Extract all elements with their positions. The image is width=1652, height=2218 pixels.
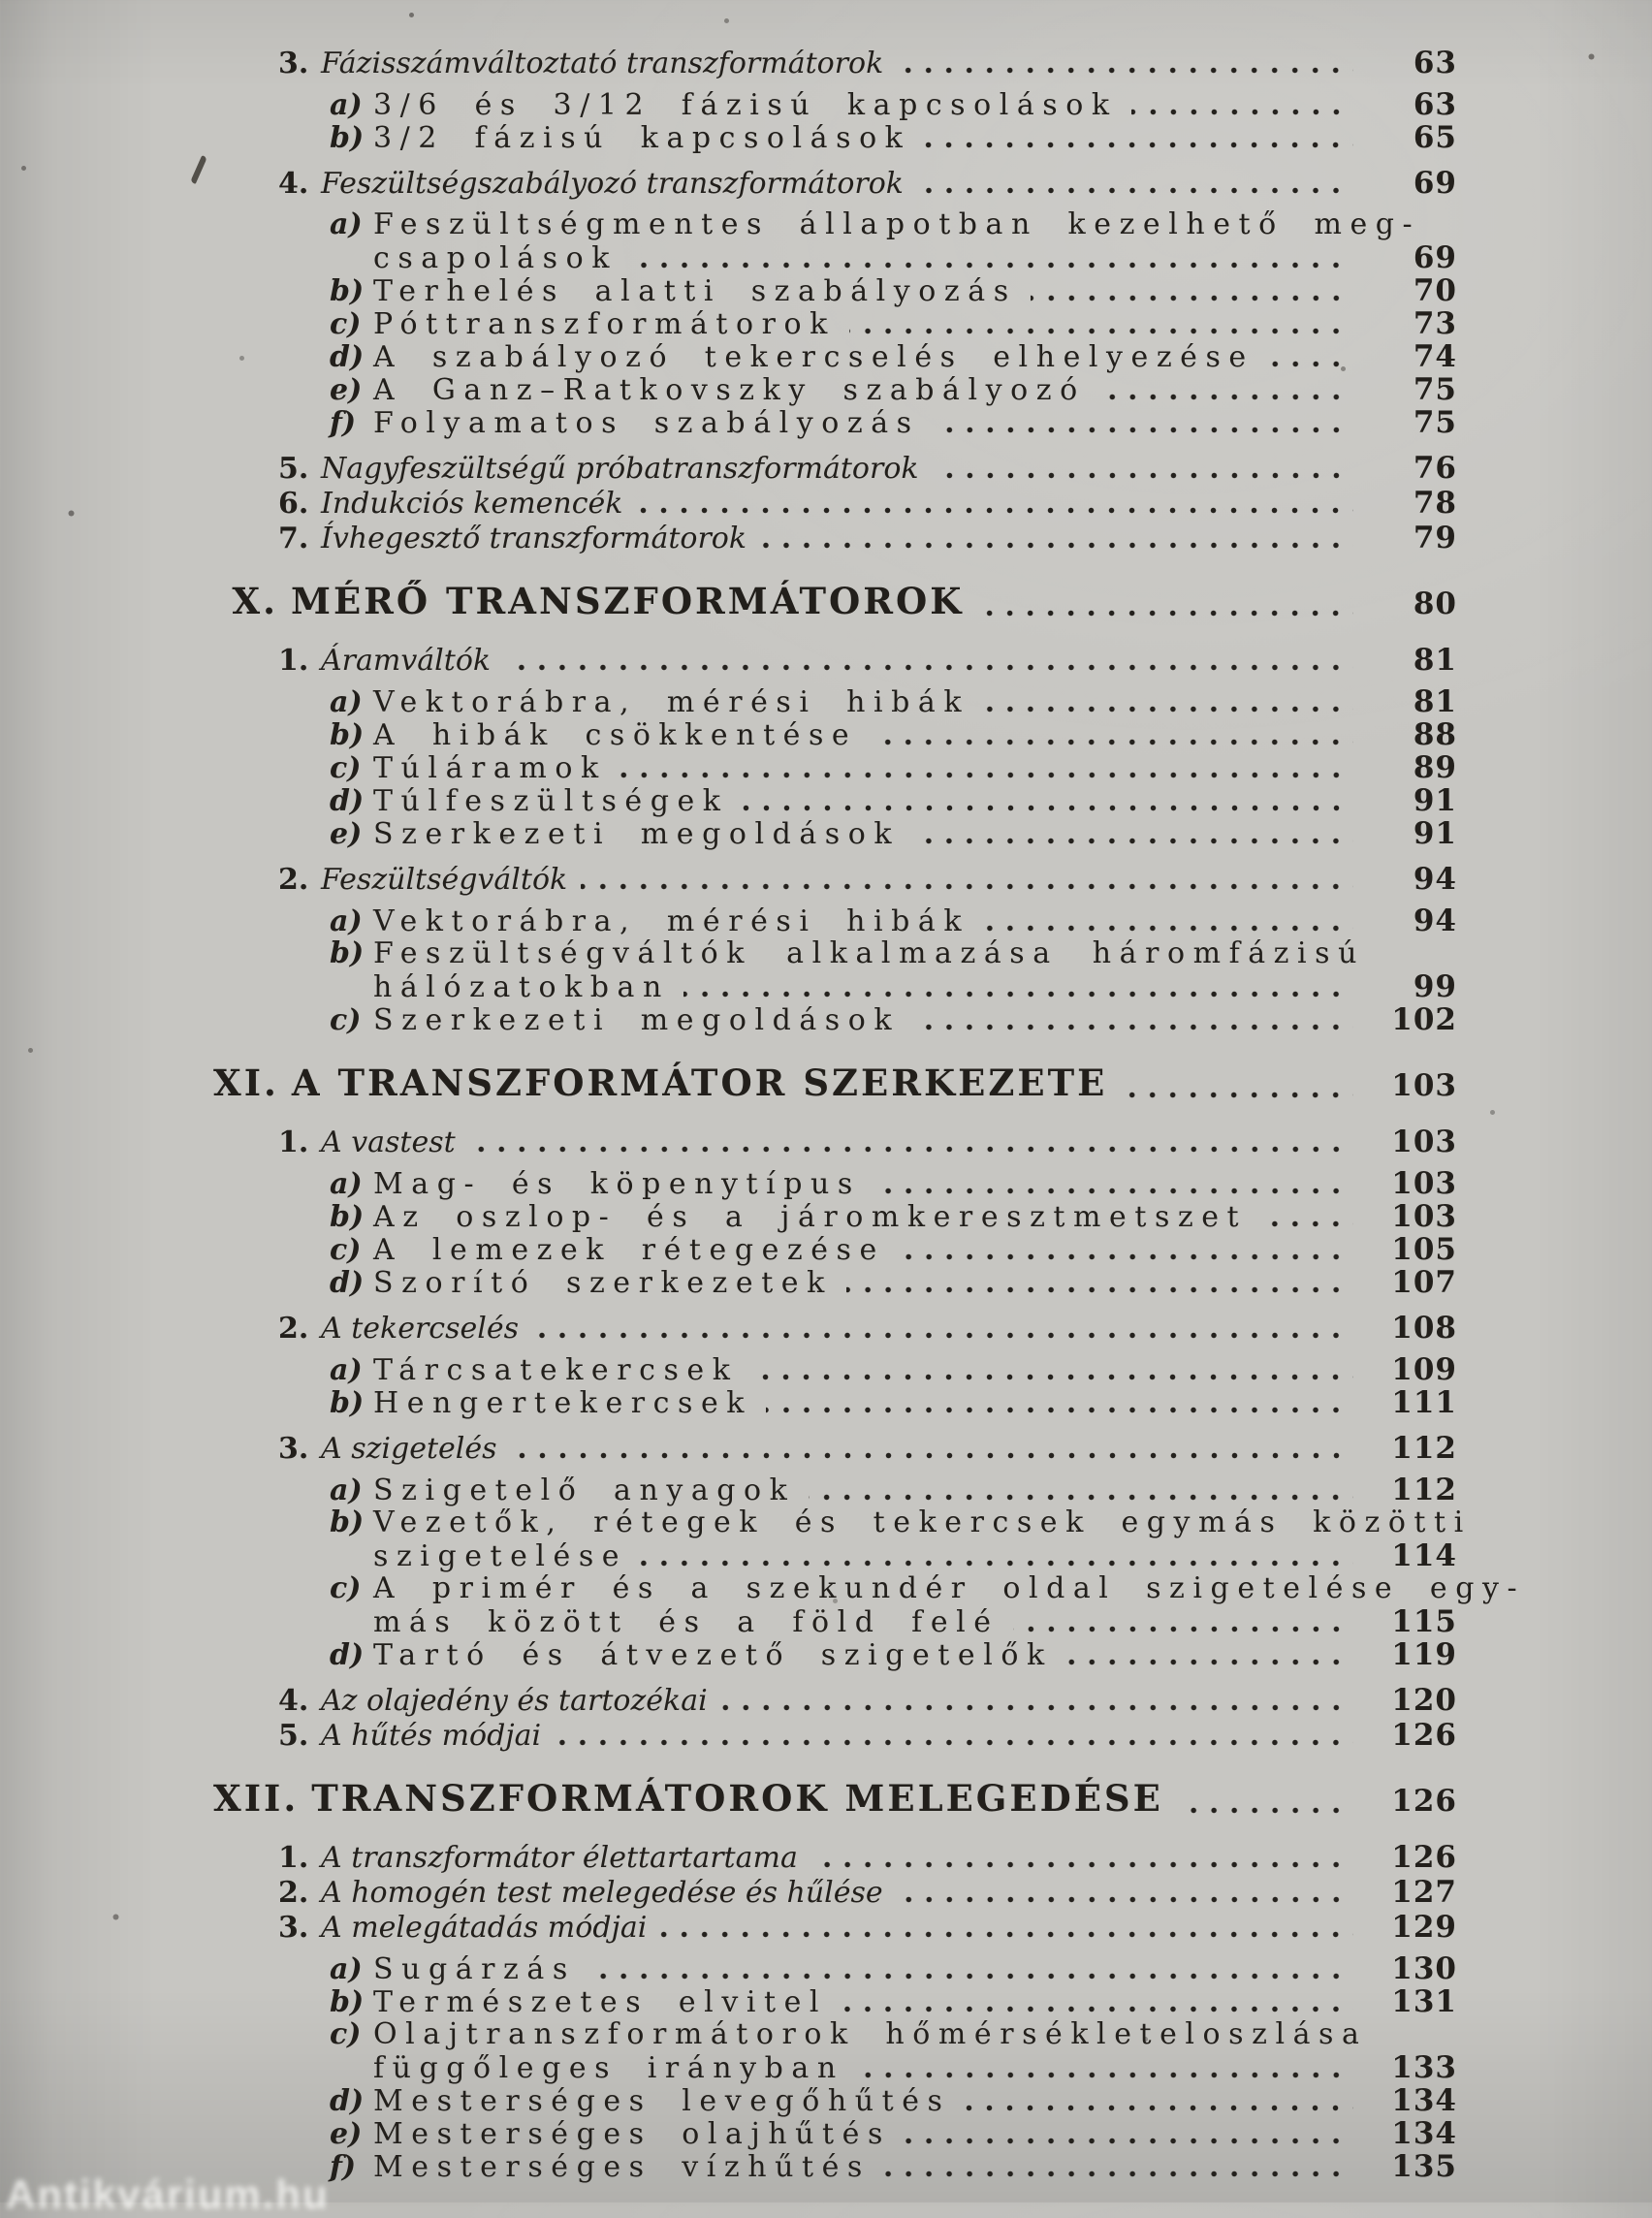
dot-leader [683, 991, 1353, 998]
toc-sub-entry-continuation [0, 241, 1652, 274]
toc-item [0, 1312, 1652, 1419]
toc-item [0, 167, 1652, 439]
entry-label: a) [330, 904, 363, 938]
toc-sub-entry [0, 307, 1652, 340]
page-number: 63 [1413, 87, 1457, 122]
dot-leader [1099, 394, 1353, 400]
dot-leader [1031, 295, 1353, 301]
page-number: 119 [1391, 1637, 1457, 1672]
dot-leader [511, 1452, 1353, 1459]
toc-item-heading [0, 487, 1652, 520]
dot-leader [751, 1374, 1353, 1380]
entry-title: A Ganz–Ratkovszky szabályozó [373, 373, 1086, 407]
toc-sub-entry [0, 937, 1652, 970]
entry-title: csapolások [373, 241, 618, 275]
toc-item [0, 1684, 1652, 1717]
page-number: 134 [1391, 2116, 1457, 2151]
dot-leader [631, 262, 1353, 269]
entry-title: Szigetelő anyagok [373, 1473, 796, 1507]
dot-leader [766, 1407, 1353, 1413]
entry-label: 2. [278, 863, 309, 897]
entry-label: 1. [278, 1841, 309, 1875]
entry-label: f) [330, 406, 357, 440]
entry-title: Mesterséges levegőhűtés [373, 2084, 951, 2118]
entry-label: d) [330, 784, 365, 818]
toc-item-heading [0, 1911, 1652, 1944]
toc-sub-entry [0, 1353, 1652, 1386]
page-number: 79 [1413, 521, 1457, 555]
dot-leader [589, 1973, 1353, 1980]
entry-title: Mesterséges vízhűtés [373, 2150, 871, 2184]
entry-label: e) [330, 2117, 363, 2151]
entry-label: b) [330, 1386, 365, 1420]
toc-sub-entry [0, 2084, 1652, 2117]
entry-title: Ívhegesztő transzformátorok [321, 522, 747, 555]
toc-sub-entry [0, 2117, 1652, 2150]
toc-sub-entry-continuation [0, 970, 1652, 1003]
entry-title: 3/6 és 3/12 fázisú kapcsolások [373, 88, 1118, 122]
toc-chapter-heading [0, 1777, 1652, 1820]
dot-leader [809, 1494, 1353, 1501]
entry-label: b) [330, 1200, 365, 1234]
dot-leader [913, 1024, 1353, 1030]
dot-leader [983, 925, 1353, 932]
toc-item-heading [0, 1876, 1652, 1909]
entry-title: A melegátadás módjai [321, 1911, 648, 1945]
dot-leader [871, 739, 1353, 745]
toc-item-heading [0, 1312, 1652, 1345]
entry-title: Folyamatos szabályozás [373, 406, 920, 440]
toc-sub-group [0, 88, 1652, 154]
entry-label: b) [330, 121, 365, 155]
dot-leader [1066, 1659, 1353, 1665]
dot-leader [897, 1896, 1353, 1903]
toc-sub-entry [0, 817, 1652, 850]
toc-sub-entry [0, 1266, 1652, 1299]
dot-leader [933, 472, 1353, 479]
entry-title: Túlfeszültségek [373, 784, 729, 818]
page-number: 75 [1413, 372, 1457, 407]
toc-item-heading [0, 1719, 1652, 1752]
page-number: 91 [1413, 816, 1457, 851]
dot-leader [1013, 1626, 1353, 1632]
toc-chapter-heading [0, 1061, 1652, 1104]
entry-label: c) [330, 1233, 362, 1267]
entry-label: a) [330, 1952, 363, 1986]
toc-sub-entry [0, 1952, 1652, 1985]
toc-sub-entry [0, 1473, 1652, 1506]
entry-title: Szerkezeti megoldások [373, 1003, 901, 1037]
entry-title: Terhelés alatti szabályozás [373, 274, 1017, 308]
page-number: 94 [1413, 903, 1457, 938]
page-number: 69 [1413, 166, 1457, 201]
dot-leader [841, 2006, 1353, 2012]
entry-title: A lemezek rétegezése [373, 1233, 885, 1267]
entry-label: d) [330, 1266, 365, 1300]
dot-leader [899, 1253, 1353, 1260]
page-number: 69 [1413, 240, 1457, 275]
watermark: Antikvárium.hu [6, 2171, 330, 2217]
dot-leader [660, 1931, 1353, 1938]
entry-label: 6. [278, 487, 309, 521]
entry-title: Vektorábra, mérési hibák [373, 685, 970, 719]
page-number: 105 [1391, 1232, 1457, 1267]
entry-title: hálózatokban [373, 970, 670, 1004]
entry-label: c) [330, 1003, 362, 1037]
toc-item-heading [0, 452, 1652, 485]
entry-title: Vezetők, rétegek és tekercsek egymás közötti [373, 1505, 1472, 1539]
entry-label: X. [232, 580, 278, 622]
entry-label: 1. [278, 1125, 309, 1159]
page-number: 94 [1413, 862, 1457, 897]
dot-leader [743, 805, 1354, 811]
entry-title: Póttranszformátorok [373, 307, 836, 341]
page-number: 127 [1391, 1875, 1457, 1910]
entry-title: Túláramok [373, 751, 607, 785]
entry-label: c) [330, 751, 362, 785]
page-number: 108 [1391, 1311, 1457, 1346]
page-number: 111 [1391, 1385, 1457, 1420]
entry-label: c) [330, 1571, 362, 1605]
dot-leader [905, 2138, 1353, 2144]
toc-item [0, 1911, 1652, 2183]
toc-sub-group [0, 208, 1652, 439]
entry-label: 3. [278, 47, 309, 80]
entry-label: XII. [213, 1777, 300, 1820]
toc-item-heading [0, 1684, 1652, 1717]
page-number: 89 [1413, 750, 1457, 785]
entry-label: e) [330, 817, 363, 851]
page-number: 103 [1391, 1125, 1457, 1159]
page-number: 126 [1391, 1718, 1457, 1753]
entry-label: a) [330, 1473, 363, 1507]
entry-title: Mesterséges olajhűtés [373, 2117, 891, 2151]
entry-title: Mag- és köpenytípus [373, 1167, 861, 1201]
entry-title: Természetes elvitel [373, 1985, 828, 2019]
toc-item-heading [0, 644, 1652, 677]
toc-chapter [0, 580, 1652, 1036]
toc-sub-group [0, 1353, 1652, 1419]
toc-item-heading [0, 522, 1652, 554]
entry-label: c) [330, 307, 362, 341]
entry-label: 4. [278, 1684, 309, 1718]
toc-item-heading [0, 1125, 1652, 1158]
entry-title: Nagyfeszültségű próbatranszformátorok [321, 452, 919, 486]
page-number: 103 [1391, 1068, 1457, 1103]
toc-sub-entry [0, 406, 1652, 439]
entry-title: Olajtranszformátorok hőmérsékleteloszlása [373, 2017, 1368, 2051]
dot-leader [811, 1861, 1353, 1868]
entry-label: c) [330, 2017, 362, 2051]
entry-label: a) [330, 88, 363, 122]
toc-item [0, 452, 1652, 485]
toc-sub-entry [0, 1167, 1652, 1200]
entry-label: 5. [278, 1719, 309, 1753]
dot-leader [641, 1560, 1353, 1567]
toc-sub-entry [0, 1386, 1652, 1419]
toc-sub-group [0, 1473, 1652, 1671]
toc-item [0, 1125, 1652, 1299]
page-number: 70 [1413, 273, 1457, 308]
toc-item-heading [0, 1432, 1652, 1465]
page-number: 112 [1391, 1473, 1457, 1507]
page-number: 65 [1413, 120, 1457, 155]
entry-label: a) [330, 685, 363, 719]
toc-sub-entry [0, 784, 1652, 817]
entry-title: A szigetelés [321, 1432, 497, 1466]
entry-title: A vastest [321, 1125, 456, 1159]
dot-leader [924, 142, 1353, 148]
page-number: 109 [1391, 1352, 1457, 1387]
entry-label: 1. [278, 644, 309, 678]
toc-sub-group [0, 1952, 1652, 2183]
entry-label: 3. [278, 1911, 309, 1945]
entry-title: Feszültségszabályozó transzformátorok [321, 167, 904, 201]
toc-item-heading [0, 1841, 1652, 1874]
entry-title: Az olajedény és tartozékai [321, 1684, 708, 1718]
page-number: 129 [1391, 1910, 1457, 1945]
toc-item [0, 863, 1652, 1036]
entry-title: A primér és a szekundér oldal szigetelése egy- [373, 1571, 1526, 1605]
toc-sub-entry-continuation [0, 1605, 1652, 1638]
page-number: 102 [1391, 1002, 1457, 1037]
entry-label: XI. [213, 1061, 279, 1104]
entry-label: f) [330, 2150, 357, 2184]
entry-title: más között és a föld felé [373, 1605, 1000, 1639]
dot-leader [1177, 1807, 1353, 1814]
entry-label: b) [330, 1505, 365, 1539]
page-number: 81 [1413, 643, 1457, 678]
entry-title: A tekercselés [321, 1312, 519, 1346]
toc-sub-entry [0, 751, 1652, 784]
toc-item [0, 1841, 1652, 1874]
toc-sub-entry [0, 1233, 1652, 1266]
entry-label: 2. [278, 1876, 309, 1910]
entry-title: A homogén test melegedése és hűlése [321, 1876, 883, 1910]
entry-title: Vektorábra, mérési hibák [373, 904, 970, 938]
page-number: 120 [1391, 1683, 1457, 1718]
page-number: 133 [1391, 2050, 1457, 2085]
toc-item [0, 522, 1652, 554]
page-number: 126 [1391, 1784, 1457, 1819]
entry-title: A transzformátor élettartartama [321, 1841, 798, 1875]
entry-title: Az oszlop- és a járomkeresztmetszet [373, 1200, 1248, 1234]
toc-sub-entry [0, 274, 1652, 307]
page-number: 81 [1413, 684, 1457, 719]
entry-label: 2. [278, 1312, 309, 1346]
dot-leader [897, 67, 1353, 74]
page-number: 78 [1413, 486, 1457, 521]
entry-title: 3/2 fázisú kapcsolások [373, 121, 911, 155]
entry-title: Szorító szerkezetek [373, 1266, 833, 1300]
entry-title: TRANSZFORMÁTOROK MELEGEDÉSE [311, 1777, 1163, 1820]
entry-title: függőleges irányban [373, 2051, 844, 2085]
dot-leader [636, 507, 1353, 514]
toc-sub-entry [0, 1003, 1652, 1036]
toc-item [0, 1719, 1652, 1752]
page-number: 130 [1391, 1951, 1457, 1986]
dot-leader [917, 187, 1353, 194]
toc-sub-entry-continuation [0, 1539, 1652, 1572]
page-number: 88 [1413, 717, 1457, 752]
entry-label: 3. [278, 1432, 309, 1466]
dot-leader [1268, 361, 1353, 367]
toc-sub-entry [0, 1638, 1652, 1671]
toc-item [0, 1432, 1652, 1671]
entry-title: Fázisszámváltoztató transzformátorok [321, 47, 884, 80]
entry-label: d) [330, 340, 365, 374]
entry-title: A TRANSZFORMÁTOR SZERKEZETE [291, 1061, 1108, 1104]
toc-item [0, 487, 1652, 520]
entry-label: a) [330, 1167, 363, 1201]
dot-leader [983, 706, 1353, 713]
page-number: 135 [1391, 2149, 1457, 2184]
dot-leader [858, 2072, 1353, 2078]
page-number: 99 [1413, 969, 1457, 1004]
toc-sub-entry [0, 208, 1652, 241]
dot-leader [620, 772, 1353, 778]
entry-title: Hengertekercsek [373, 1386, 752, 1420]
toc-sub-entry [0, 2018, 1652, 2051]
entry-title: MÉRŐ TRANSZFORMÁTOROK [291, 580, 965, 622]
toc-sub-entry [0, 718, 1652, 751]
dot-leader [913, 838, 1353, 844]
dot-leader [934, 427, 1353, 433]
entry-title: Áramváltók [321, 644, 492, 678]
entry-title: Feszültségváltók [321, 863, 568, 897]
entry-title: A hűtés módjai [321, 1719, 542, 1753]
dot-leader [760, 542, 1353, 549]
entry-label: a) [330, 1353, 363, 1387]
dot-leader [581, 883, 1353, 890]
dot-leader [964, 2105, 1353, 2111]
entry-title: Feszültségmentes állapotban kezelhető meg- [373, 207, 1421, 241]
toc-chapter [0, 1061, 1652, 1752]
page-number: 73 [1413, 306, 1457, 341]
dot-leader [555, 1739, 1353, 1746]
toc-sub-entry [0, 1572, 1652, 1605]
toc-sub-entry [0, 88, 1652, 121]
page-number: 80 [1413, 586, 1457, 621]
toc-item-heading [0, 47, 1652, 79]
entry-label: d) [330, 1638, 365, 1672]
page-number: 74 [1413, 339, 1457, 374]
page-number: 103 [1391, 1166, 1457, 1201]
toc-sub-entry [0, 685, 1652, 718]
entry-title: Tartó és átvezető szigetelők [373, 1638, 1053, 1672]
page-number: 112 [1391, 1431, 1457, 1466]
page-number: 115 [1391, 1604, 1457, 1639]
toc-item-heading [0, 863, 1652, 896]
entry-label: 7. [278, 522, 309, 555]
dot-leader [1131, 109, 1353, 115]
dot-leader [874, 1188, 1353, 1194]
toc-sub-group [0, 1167, 1652, 1299]
entry-label: a) [330, 207, 363, 241]
dot-leader [1121, 1092, 1353, 1098]
entry-label: e) [330, 373, 363, 407]
toc-item-group [0, 47, 1652, 554]
toc-sub-entry [0, 373, 1652, 406]
toc-sub-entry [0, 121, 1652, 154]
page-number: 75 [1413, 405, 1457, 440]
entry-label: 5. [278, 452, 309, 486]
page-number: 126 [1391, 1840, 1457, 1875]
toc-sub-entry [0, 1200, 1652, 1233]
entry-label: b) [330, 1985, 365, 2019]
toc-sub-entry [0, 340, 1652, 373]
page-number: 134 [1391, 2083, 1457, 2118]
toc-sub-entry [0, 1985, 1652, 2018]
toc-item [0, 644, 1652, 850]
dot-leader [469, 1146, 1353, 1153]
page-number: 131 [1391, 1984, 1457, 2019]
toc-chapter-heading [0, 580, 1652, 622]
entry-title: Feszültségváltók alkalmazása háromfázisú [373, 936, 1365, 970]
toc-item-heading [0, 167, 1652, 200]
toc-sub-group [0, 685, 1652, 850]
dot-leader [849, 328, 1353, 334]
dot-leader [977, 610, 1353, 617]
toc-sub-entry-continuation [0, 2051, 1652, 2084]
toc-item [0, 47, 1652, 154]
entry-title: szigetelése [373, 1539, 628, 1573]
toc-sub-group [0, 904, 1652, 1036]
toc-chapter [0, 1777, 1652, 2183]
page-number: 63 [1413, 46, 1457, 80]
toc-item [0, 1876, 1652, 1909]
entry-title: Sugárzás [373, 1952, 576, 1986]
dot-leader [846, 1286, 1353, 1293]
toc-sub-entry [0, 1506, 1652, 1539]
entry-title: A hibák csökkentése [373, 718, 858, 752]
entry-label: b) [330, 936, 365, 970]
dot-leader [721, 1704, 1353, 1711]
dot-leader [884, 2170, 1353, 2177]
dot-leader [1260, 1220, 1353, 1227]
dot-leader [504, 664, 1353, 671]
page-number: 91 [1413, 783, 1457, 818]
page-number: 114 [1391, 1538, 1457, 1573]
page-number: 76 [1413, 451, 1457, 486]
entry-title: A szabályozó tekercselés elhelyezése [373, 340, 1255, 374]
entry-label: b) [330, 274, 365, 308]
entry-label: d) [330, 2084, 365, 2118]
entry-title: Szerkezeti megoldások [373, 817, 901, 851]
dot-leader [532, 1332, 1353, 1339]
entry-label: b) [330, 718, 365, 752]
page-number: 107 [1391, 1265, 1457, 1300]
entry-title: Indukciós kemencék [321, 487, 623, 521]
entry-title: Tárcsatekercsek [373, 1353, 739, 1387]
entry-label: 4. [278, 167, 309, 201]
toc-sub-entry [0, 904, 1652, 937]
page-number: 103 [1391, 1199, 1457, 1234]
